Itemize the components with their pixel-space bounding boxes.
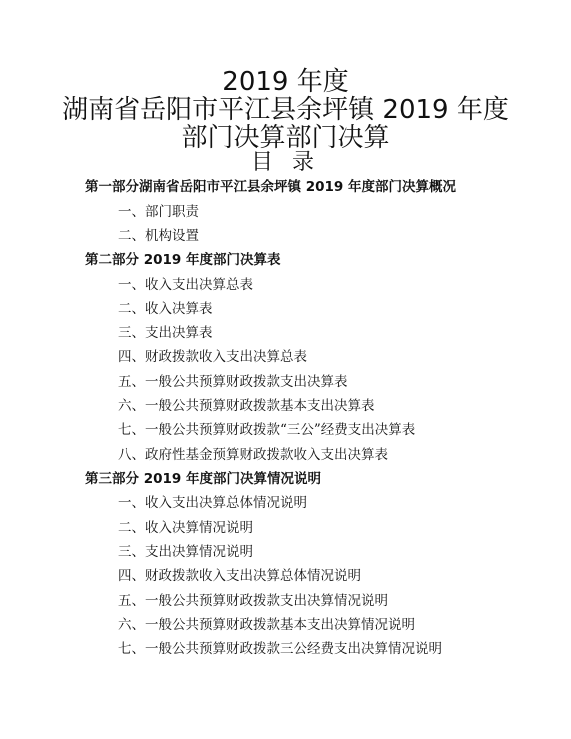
toc-title: 目 录	[251, 150, 320, 175]
toc-item: 一、收入支出决算总体情况说明	[118, 495, 307, 511]
toc-part2-heading: 第二部分 2019 年度部门决算表	[85, 252, 281, 268]
toc-item: 四、财政拨款收入支出决算总表	[118, 349, 307, 365]
toc-item: 二、收入决算表	[118, 301, 213, 317]
toc-item: 七、一般公共预算财政拨款三公经费支出决算情况说明	[118, 641, 442, 657]
document-title-organization: 湖南省岳阳市平江县余坪镇 2019 年度	[62, 95, 509, 125]
toc-item: 三、支出决算情况说明	[118, 544, 253, 560]
toc-item: 一、收入支出决算总表	[118, 277, 253, 293]
toc-item: 六、一般公共预算财政拨款基本支出决算情况说明	[118, 617, 415, 633]
toc-item: 五、一般公共预算财政拨款支出决算情况说明	[118, 593, 388, 609]
toc-item: 三、支出决算表	[118, 325, 213, 341]
toc-item: 八、政府性基金预算财政拨款收入支出决算表	[118, 447, 388, 463]
document-title-subject: 部门决算部门决算	[181, 123, 390, 153]
toc-item: 一、部门职责	[118, 204, 199, 220]
toc-part3-heading: 第三部分 2019 年度部门决算情况说明	[85, 471, 321, 487]
toc-item: 五、一般公共预算财政拨款支出决算表	[118, 374, 348, 390]
toc-item: 六、一般公共预算财政拨款基本支出决算表	[118, 398, 375, 414]
toc-item: 四、财政拨款收入支出决算总体情况说明	[118, 568, 361, 584]
toc-item: 七、一般公共预算财政拨款“三公”经费支出决算表	[118, 422, 416, 438]
toc-item: 二、收入决算情况说明	[118, 520, 253, 536]
document-title-year: 2019 年度	[222, 67, 349, 97]
toc-item: 二、机构设置	[118, 228, 199, 244]
toc-part1-heading: 第一部分湖南省岳阳市平江县余坪镇 2019 年度部门决算概况	[85, 179, 456, 195]
